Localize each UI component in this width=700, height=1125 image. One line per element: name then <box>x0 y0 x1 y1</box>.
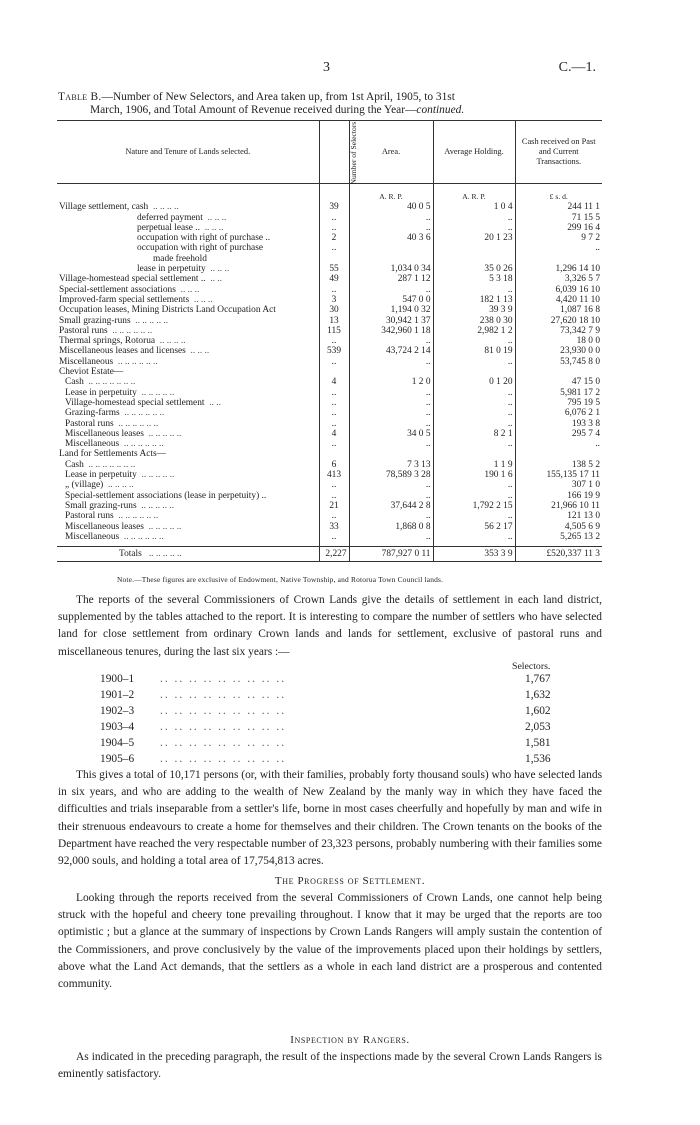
table-note: Note.—These figures are exclusive of Endowment, Native Township, and Rotorua Town Council lands. <box>117 575 444 584</box>
row-dots: .. .. .. .. .. .. .. <box>88 377 136 388</box>
year-row <box>100 703 585 719</box>
row-cash: 1,296 14 10 <box>515 264 602 274</box>
row-selectors: .. <box>319 398 349 408</box>
table-row <box>57 480 602 490</box>
row-cash: 23,930 0 0 <box>515 346 602 356</box>
table-row <box>57 223 602 233</box>
row-area: 342,960 1 18 <box>349 326 433 336</box>
years-table <box>100 671 585 767</box>
row-area: 1,868 0 8 <box>349 522 433 532</box>
row-area: .. <box>349 213 433 223</box>
table-row <box>57 326 602 336</box>
row-label: Miscellaneous leases <box>65 521 144 532</box>
units-cash: £ s. d. <box>515 184 602 203</box>
row-cash: 3,326 5 7 <box>515 274 602 284</box>
units-row <box>57 184 602 203</box>
row-dots: .. .. .. <box>210 264 230 275</box>
row-dots: .. .. .. .. .. .. <box>123 531 164 542</box>
row-selectors: 13 <box>319 316 349 326</box>
row-average: 8 2 1 <box>433 429 515 439</box>
row-average: 56 2 17 <box>433 522 515 532</box>
row-average: 20 1 23 <box>433 233 515 243</box>
year-selectors: 1,536 <box>525 753 551 765</box>
row-label: occupation with right of purchase <box>137 243 264 254</box>
row-area: .. <box>349 398 433 408</box>
row-selectors <box>319 367 349 377</box>
row-selectors: 21 <box>319 501 349 511</box>
paragraph-settlers: The reports of the several Commissioners of Crown Lands give the details of settlement in each land district, supplemented by the tables attached to the report. It is interesting to compare the number of settlers who have selected land for close settlement from ordinary Crown lands and lands for settlement, exclusive of pastoral runs and miscellaneous tenures, during the last six years :— <box>58 594 602 658</box>
row-cash: 299 16 4 <box>515 223 602 233</box>
row-selectors <box>319 254 349 264</box>
row-selectors: .. <box>319 388 349 398</box>
row-label: Cheviot Estate— <box>59 367 124 378</box>
totals-cash: £520,337 11 3 <box>515 547 602 562</box>
row-selectors: .. <box>319 491 349 501</box>
row-average: .. <box>433 285 515 295</box>
row-cash: 27,620 18 10 <box>515 316 602 326</box>
row-average: .. <box>433 439 515 449</box>
row-cash: 795 19 5 <box>515 398 602 408</box>
year-row <box>100 687 585 703</box>
row-label: Miscellaneous <box>65 531 120 542</box>
row-average: 1,792 2 15 <box>433 501 515 511</box>
row-cash: 1,087 16 8 <box>515 305 602 315</box>
row-area: 78,589 3 28 <box>349 470 433 480</box>
paragraph-total: This gives a total of 10,171 persons (or, with their families, probably forty thousand souls) who have selected lands in six years, and who are adding to the wealth of New Zealand by the manly way in which they have faced the difficulties and trials inseparable from a settler's life, borne in most cases cheerfully and hopefully by man and wife in their strenuous endeavours to create a home for themselves and their children. The Crown tenants on the books of the Department have reached the very respectable number of 23,323 persons, probably numbering with their families some 92,000 souls, and holding a total area of 17,754,813 acres. <box>58 769 602 868</box>
row-selectors: .. <box>319 480 349 490</box>
page-header <box>0 60 700 78</box>
row-label: Miscellaneous leases and licenses <box>59 346 186 357</box>
table-row <box>57 511 602 521</box>
row-label: Grazing-farms <box>65 408 120 419</box>
row-area: .. <box>349 285 433 295</box>
year-row <box>100 671 585 687</box>
row-selectors <box>319 449 349 459</box>
selectors-table <box>57 120 602 562</box>
caption-line2: March, 1906, and Total Amount of Revenue received during the Year— <box>90 104 417 116</box>
table-row <box>57 470 602 480</box>
row-selectors: 30 <box>319 305 349 315</box>
paragraph-inspection: As indicated in the preceding paragraph, the result of the inspections made by the several Crown Lands Rangers is eminently satisfactory. <box>58 1051 602 1081</box>
row-area: 34 0 5 <box>349 429 433 439</box>
row-cash: 166 19 9 <box>515 491 602 501</box>
row-cash: 155,135 17 11 <box>515 470 602 480</box>
row-dots: .. .. .. .. .. <box>135 315 169 326</box>
year-label: 1904–5 <box>100 737 135 749</box>
row-average: 81 0 19 <box>433 346 515 356</box>
caption-label: Table B. <box>58 91 102 103</box>
table-row <box>57 305 602 315</box>
row-label: Cash <box>65 459 84 470</box>
table-row <box>57 367 602 377</box>
row-area <box>349 243 433 253</box>
row-dots: .. .. .. .. <box>159 336 186 347</box>
row-dots: .. .. .. .. .. <box>141 387 175 398</box>
table-row <box>57 233 602 243</box>
row-area: 40 0 5 <box>349 202 433 212</box>
table-row <box>57 408 602 418</box>
row-label: Small grazing-runs <box>59 315 131 326</box>
row-average: .. <box>433 388 515 398</box>
table-row <box>57 449 602 459</box>
row-average: .. <box>433 532 515 542</box>
row-area: .. <box>349 480 433 490</box>
totals-dots: .. .. .. .. .. <box>148 549 182 560</box>
row-dots: .. .. .. <box>204 222 224 233</box>
row-cash: 71 15 5 <box>515 213 602 223</box>
table-row <box>57 532 602 542</box>
year-selectors: 1,602 <box>525 705 551 717</box>
year-dots: .. .. .. .. .. .. .. .. .. <box>160 673 287 685</box>
row-label: Village-homestead special settlement .. <box>59 274 206 285</box>
selectors-heading: Selectors. <box>512 661 551 672</box>
table-row <box>57 285 602 295</box>
table-row <box>57 460 602 470</box>
totals-average: 353 3 9 <box>433 547 515 562</box>
totals-area: 787,927 0 11 <box>349 547 433 562</box>
row-dots: .. .. .. .. .. <box>148 521 182 532</box>
row-selectors: 4 <box>319 377 349 387</box>
row-selectors: 2 <box>319 233 349 243</box>
year-selectors: 2,053 <box>525 721 551 733</box>
totals-selectors: 2,227 <box>319 547 349 562</box>
row-cash: 47 15 0 <box>515 377 602 387</box>
row-cash: .. <box>515 439 602 449</box>
row-cash: 18 0 0 <box>515 336 602 346</box>
row-area: .. <box>349 357 433 367</box>
row-label: Miscellaneous <box>65 439 120 450</box>
row-dots: .. .. .. .. .. .. <box>118 511 159 522</box>
row-label: Village-homestead special settlement <box>65 397 205 408</box>
row-average: .. <box>433 408 515 418</box>
row-selectors: .. <box>319 243 349 253</box>
row-selectors: .. <box>319 511 349 521</box>
table-row <box>57 243 602 253</box>
table-row <box>57 439 602 449</box>
row-dots: .. .. .. .. .. .. <box>112 325 153 336</box>
year-label: 1900–1 <box>100 673 135 685</box>
heading-inspection: Inspection by Rangers. <box>290 1034 410 1046</box>
row-cash: 4,420 11 10 <box>515 295 602 305</box>
row-average: 238 0 30 <box>433 316 515 326</box>
table-header-row <box>57 121 602 184</box>
row-dots: .. .. .. .. .. <box>141 470 175 481</box>
row-area: 40 3 6 <box>349 233 433 243</box>
table-row <box>57 398 602 408</box>
row-dots: .. .. .. <box>180 284 200 295</box>
table-row <box>57 316 602 326</box>
row-selectors: .. <box>319 285 349 295</box>
row-dots: .. .. .. .. <box>107 480 134 491</box>
row-area: .. <box>349 419 433 429</box>
row-dots: .. .. .. .. .. <box>141 500 175 511</box>
row-average: .. <box>433 419 515 429</box>
year-dots: .. .. .. .. .. .. .. .. .. <box>160 753 287 765</box>
row-cash: 244 11 1 <box>515 202 602 212</box>
row-selectors: 33 <box>319 522 349 532</box>
table-row <box>57 388 602 398</box>
row-average: 2,982 1 2 <box>433 326 515 336</box>
row-average <box>433 367 515 377</box>
caption-text: —Number of New Selectors, and Area taken up, from 1st April, 1905, to 31st <box>101 91 455 103</box>
row-dots: .. .. .. .. .. .. <box>123 439 164 450</box>
row-area: 7 3 13 <box>349 460 433 470</box>
row-average: .. <box>433 480 515 490</box>
row-selectors: .. <box>319 223 349 233</box>
totals-label: Totals <box>119 549 142 560</box>
table-row <box>57 429 602 439</box>
row-dots: .. .. <box>210 274 222 285</box>
row-cash: 6,076 2 1 <box>515 408 602 418</box>
row-area: .. <box>349 388 433 398</box>
table-row <box>57 336 602 346</box>
row-cash: 6,039 16 10 <box>515 285 602 295</box>
row-cash: 193 3 8 <box>515 419 602 429</box>
row-cash: 307 1 0 <box>515 480 602 490</box>
row-average: .. <box>433 491 515 501</box>
document-reference: C.—1. <box>558 60 596 75</box>
row-area: .. <box>349 491 433 501</box>
row-average: .. <box>433 357 515 367</box>
table-body <box>57 184 602 543</box>
row-area: 30,942 1 37 <box>349 316 433 326</box>
row-cash: 53,745 8 0 <box>515 357 602 367</box>
table-row <box>57 522 602 532</box>
caption-continued: continued. <box>416 104 465 116</box>
row-selectors: .. <box>319 532 349 542</box>
row-label: Lease in perpetuity <box>65 470 137 481</box>
row-dots: .. .. .. <box>207 212 227 223</box>
table-row <box>57 377 602 387</box>
row-area: 287 1 12 <box>349 274 433 284</box>
row-label: Village settlement, cash <box>59 202 149 213</box>
row-label: Miscellaneous <box>59 356 114 367</box>
row-cash <box>515 367 602 377</box>
row-selectors: 115 <box>319 326 349 336</box>
row-selectors: 55 <box>319 264 349 274</box>
row-area: 43,724 2 14 <box>349 346 433 356</box>
row-average: 1 1 9 <box>433 460 515 470</box>
row-selectors: .. <box>319 336 349 346</box>
row-label: Pastoral runs <box>65 511 114 522</box>
row-average: .. <box>433 223 515 233</box>
header-nature: Nature and Tenure of Lands selected. <box>57 121 319 184</box>
totals-row <box>57 547 602 562</box>
row-label: Cash <box>65 377 84 388</box>
row-cash <box>515 449 602 459</box>
row-area: 1 2 0 <box>349 377 433 387</box>
row-label: Occupation leases, Mining Districts Land Occupation Act <box>59 305 276 316</box>
table-row <box>57 254 602 264</box>
table-row <box>57 202 602 212</box>
row-area: .. <box>349 511 433 521</box>
row-area: .. <box>349 532 433 542</box>
row-selectors: .. <box>319 419 349 429</box>
row-area: .. <box>349 439 433 449</box>
year-row <box>100 751 585 767</box>
row-area: 37,644 2 8 <box>349 501 433 511</box>
row-label: occupation with right of purchase .. <box>137 233 271 244</box>
row-selectors: 4 <box>319 429 349 439</box>
row-area: .. <box>349 223 433 233</box>
header-area: Area. <box>349 121 433 184</box>
row-average: 39 3 9 <box>433 305 515 315</box>
row-area <box>349 449 433 459</box>
row-dots: .. .. .. .. .. .. <box>117 356 158 367</box>
paragraph-progress: Looking through the reports received from the several Commissioners of Crown Lands, one cannot help being struck with the hopeful and cheery tone prevailing throughout. I know that it may be urged that the reports are too optimistic ; but a glance at the summary of inspections by Crown Lands Rangers will amply sustain the contention of the Commissioners, and prove conclusively by the value of the improvements placed upon their holdings by settlers, above what the Land Act demands, that the settlers as a whole in each land district are a prosperous and contented community. <box>58 892 602 991</box>
row-area: .. <box>349 408 433 418</box>
row-label: Small grazing-runs <box>65 500 137 511</box>
row-label: perpetual lease .. <box>137 222 200 233</box>
row-cash: 4,505 6 9 <box>515 522 602 532</box>
year-selectors: 1,767 <box>525 673 551 685</box>
row-selectors: 539 <box>319 346 349 356</box>
row-dots: .. .. .. <box>193 294 213 305</box>
row-cash: 5,265 13 2 <box>515 532 602 542</box>
row-dots: .. .. .. .. .. <box>148 428 182 439</box>
row-selectors: 6 <box>319 460 349 470</box>
row-dots: .. .. .. <box>190 346 210 357</box>
year-label: 1901–2 <box>100 689 135 701</box>
row-label: Lease in perpetuity <box>65 387 137 398</box>
year-row <box>100 735 585 751</box>
header-selectors: Number of Selectors. <box>319 121 349 184</box>
table-row <box>57 501 602 511</box>
row-area: .. <box>349 336 433 346</box>
table-row <box>57 295 602 305</box>
row-cash: 121 13 0 <box>515 511 602 521</box>
header-average: Average Holding. <box>433 121 515 184</box>
row-selectors: .. <box>319 408 349 418</box>
row-label: Special-settlement associations <box>59 284 176 295</box>
row-dots: .. .. .. .. .. .. <box>118 418 159 429</box>
table-row <box>57 346 602 356</box>
row-selectors: 49 <box>319 274 349 284</box>
row-selectors: 3 <box>319 295 349 305</box>
row-average: 190 1 6 <box>433 470 515 480</box>
row-area: 1,194 0 32 <box>349 305 433 315</box>
row-cash: 9 7 2 <box>515 233 602 243</box>
table-row <box>57 419 602 429</box>
row-average: .. <box>433 398 515 408</box>
row-average <box>433 449 515 459</box>
row-label: deferred payment <box>137 212 203 223</box>
header-cash: Cash received on Past and Current Transactions. <box>515 121 602 184</box>
row-selectors: .. <box>319 213 349 223</box>
row-cash <box>515 254 602 264</box>
row-average: .. <box>433 336 515 346</box>
row-average <box>433 254 515 264</box>
row-area: 1,034 0 34 <box>349 264 433 274</box>
units-average: A. R. P. <box>433 184 515 203</box>
table-row <box>57 213 602 223</box>
year-dots: .. .. .. .. .. .. .. .. .. <box>160 689 287 701</box>
row-selectors: 413 <box>319 470 349 480</box>
year-label: 1902–3 <box>100 705 135 717</box>
year-dots: .. .. .. .. .. .. .. .. .. <box>160 705 287 717</box>
row-dots: .. .. <box>209 397 221 408</box>
row-average: .. <box>433 213 515 223</box>
row-label: Miscellaneous leases <box>65 428 144 439</box>
year-label: 1903–4 <box>100 721 135 733</box>
row-average: .. <box>433 511 515 521</box>
page-number: 3 <box>323 60 330 75</box>
year-dots: .. .. .. .. .. .. .. .. .. <box>160 721 287 733</box>
row-average: 5 3 18 <box>433 274 515 284</box>
row-label: Thermal springs, Rotorua <box>59 336 156 347</box>
row-dots: .. .. .. .. .. .. .. <box>88 459 136 470</box>
row-area <box>349 254 433 264</box>
units-area: A. R. P. <box>349 184 433 203</box>
year-label: 1905–6 <box>100 753 135 765</box>
row-label: „ (village) <box>65 480 104 491</box>
row-average <box>433 243 515 253</box>
row-label: Special-settlement associations (lease in perpetuity) .. <box>65 490 267 501</box>
row-label: Pastoral runs <box>59 325 108 336</box>
row-label: made freehold <box>153 253 207 264</box>
row-cash: 5,981 17 2 <box>515 388 602 398</box>
year-selectors: 1,581 <box>525 737 551 749</box>
row-selectors: .. <box>319 357 349 367</box>
table-row <box>57 274 602 284</box>
row-cash: 295 7 4 <box>515 429 602 439</box>
row-label: Land for Settlements Acts— <box>59 449 167 460</box>
year-selectors: 1,632 <box>525 689 551 701</box>
row-area <box>349 367 433 377</box>
row-label: Improved-farm special settlements <box>59 294 190 305</box>
year-row <box>100 719 585 735</box>
row-cash: 21,966 10 11 <box>515 501 602 511</box>
row-label: lease in perpetuity <box>137 264 206 275</box>
row-label: Pastoral runs <box>65 418 114 429</box>
row-cash: .. <box>515 243 602 253</box>
table-row <box>57 357 602 367</box>
row-dots: .. .. .. .. .. .. <box>124 408 165 419</box>
row-average: 1 0 4 <box>433 202 515 212</box>
row-selectors: 39 <box>319 202 349 212</box>
heading-progress: The Progress of Settlement. <box>274 875 426 887</box>
row-average: 35 0 26 <box>433 264 515 274</box>
year-dots: .. .. .. .. .. .. .. .. .. <box>160 737 287 749</box>
row-area: 547 0 0 <box>349 295 433 305</box>
row-average: 0 1 20 <box>433 377 515 387</box>
row-cash: 73,342 7 9 <box>515 326 602 336</box>
row-dots: .. .. .. .. <box>152 202 179 213</box>
table-row <box>57 491 602 501</box>
row-cash: 138 5 2 <box>515 460 602 470</box>
table-caption <box>58 91 618 117</box>
row-average: 182 1 13 <box>433 295 515 305</box>
row-selectors: .. <box>319 439 349 449</box>
table-row <box>57 264 602 274</box>
